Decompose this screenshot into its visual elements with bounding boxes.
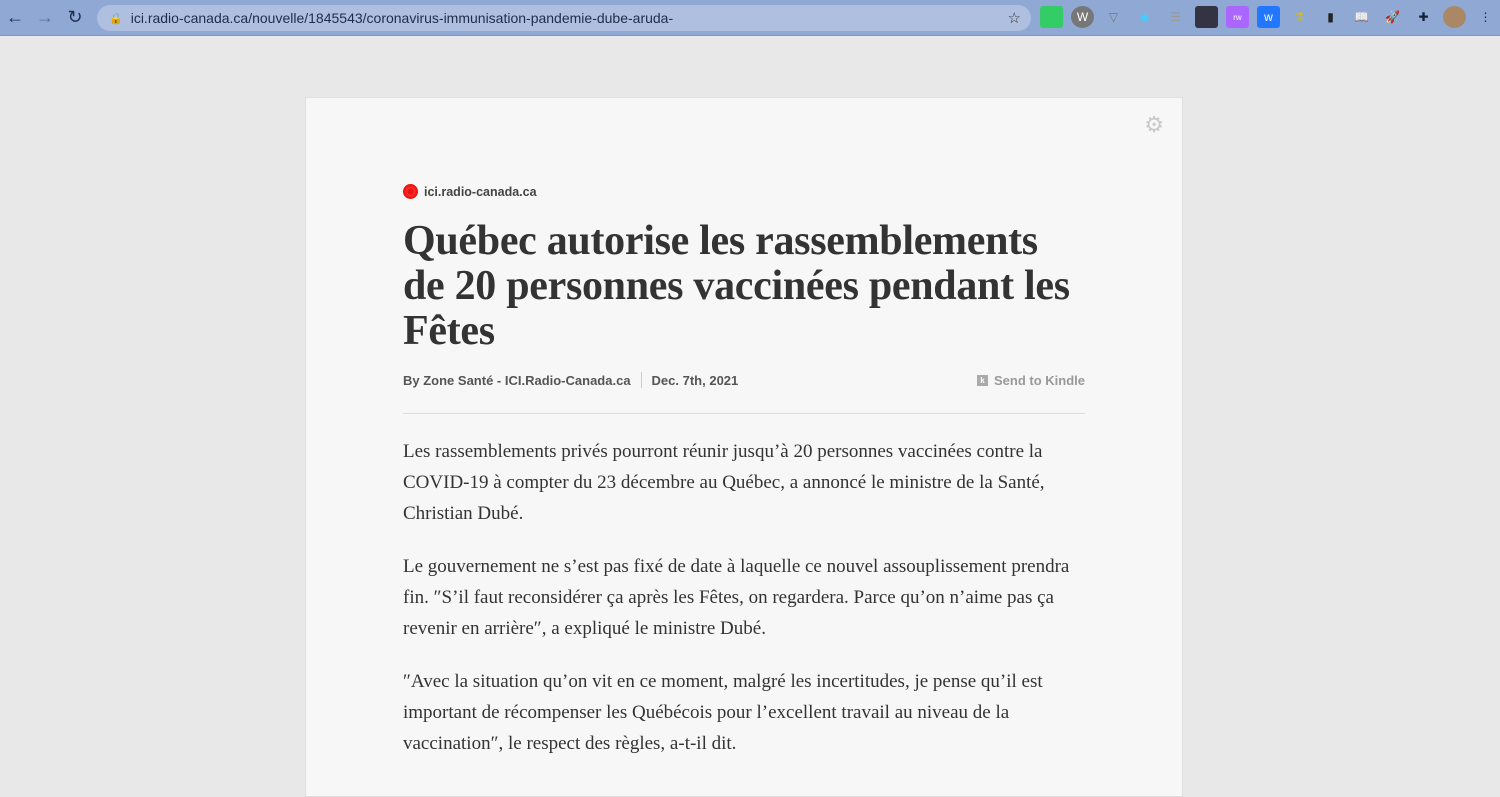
rw-icon[interactable]: rw	[1226, 6, 1249, 28]
divider	[641, 372, 642, 388]
rocket-icon[interactable]: 🚀	[1385, 10, 1400, 24]
bitmoji-icon[interactable]	[1040, 6, 1063, 28]
article-title: Québec autorise les rassemblements de 20 personnes vaccinées pendant les Fêtes	[403, 218, 1070, 354]
paragraph: Le gouvernement ne s’est pas fixé de date à laquelle ce nouvel assouplissement prendra fin. ″S’il faut reconsidérer ça après les Fêtes, on regardera. Parce qu’on n’aime pas ça revenir en arrière″, a expliqué le ministre Dubé.	[403, 556, 1070, 639]
puzzle-icon[interactable]: ✚	[1418, 10, 1429, 24]
kindle-icon: k	[977, 375, 988, 386]
address-bar[interactable]	[97, 5, 1031, 31]
source-label: ici.radio-canada.ca	[424, 184, 537, 199]
diamond-icon[interactable]: ◆	[1139, 10, 1150, 24]
gear-icon[interactable]: ⚙	[1144, 112, 1164, 137]
reader-card	[305, 97, 1183, 797]
book-icon[interactable]: 📖	[1354, 10, 1369, 24]
divider	[403, 413, 1085, 414]
article-source	[403, 184, 1085, 199]
paragraph: ″Avec la situation qu’on vit en ce moment, malgré les incertitudes, je pense qu’il est important de récompenser les Québécois pour l’excellent travail au niveau de la vaccination″, le respect des règles, a-t-il dit.	[403, 671, 1043, 754]
article-meta	[403, 372, 1085, 388]
back-button[interactable]: ←	[6, 7, 24, 27]
lock-icon: 🔒	[109, 12, 123, 25]
send-to-kindle-label: Send to Kindle	[994, 372, 1085, 388]
forward-button[interactable]: →	[36, 7, 54, 27]
w-icon[interactable]: w	[1257, 6, 1280, 28]
wordpress-icon[interactable]: W	[1071, 6, 1094, 28]
bookmark-star-icon[interactable]: ☆	[1007, 10, 1021, 27]
toggle-icon[interactable]: ▮	[1327, 10, 1334, 24]
pocket-icon[interactable]: ▽	[1108, 10, 1119, 24]
article-body	[403, 436, 1085, 759]
url-text: ici.radio-canada.ca/nouvelle/1845543/coronavirus-immunisation-pandemie-dube-aruda-	[130, 10, 674, 26]
byline: By Zone Santé - ICI.Radio-Canada.ca	[403, 372, 631, 388]
reader-icon[interactable]: ☰	[1170, 10, 1181, 24]
flask-icon[interactable]: ⚗	[1294, 10, 1305, 24]
reload-button[interactable]: ↻	[67, 7, 83, 27]
menu-icon[interactable]: ⋮	[1479, 10, 1492, 24]
paragraph: Les rassemblements privés pourront réunir jusqu’à 20 personnes vaccinées contre la COVID-19 à compter du 23 décembre au Québec, a annoncé le ministre de la Santé, Christian Dubé.	[403, 441, 1045, 524]
cbc-logo-icon	[403, 184, 418, 199]
screen-icon[interactable]	[1195, 6, 1218, 28]
send-to-kindle-button[interactable]	[977, 373, 1085, 388]
extensions-bar	[1040, 6, 1497, 28]
browser-toolbar	[0, 0, 1500, 36]
avatar[interactable]	[1443, 6, 1466, 28]
date: Dec. 7th, 2021	[651, 372, 739, 388]
